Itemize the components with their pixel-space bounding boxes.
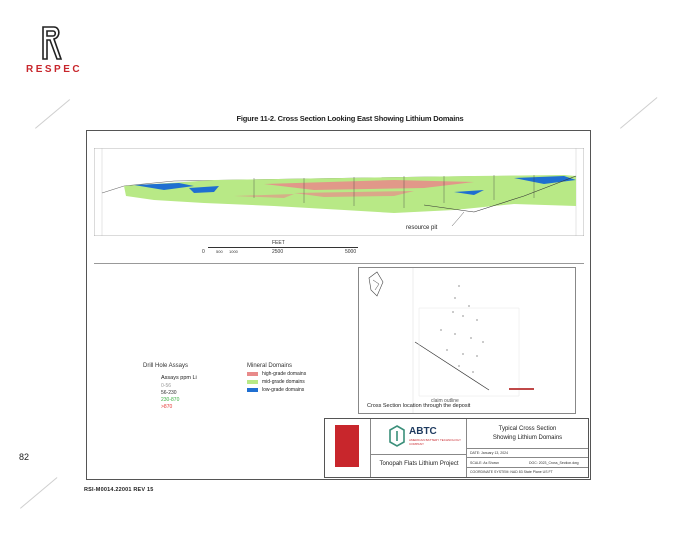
project-name: Tonopah Flats Lithium Project bbox=[379, 461, 459, 467]
drawing-doc: DOC: 2023_Cross_Section.dwg bbox=[529, 461, 579, 465]
figure-title: Figure 11-2. Cross Section Looking East Showing Lithium Domains bbox=[236, 114, 464, 123]
scale-tick-500: 500 bbox=[216, 249, 223, 254]
location-map-drawing bbox=[359, 268, 575, 413]
company-subtitle: AMERICAN BATTERY TECHNOLOGY COMPANY bbox=[409, 438, 461, 446]
domain-low-label: low-grade domains bbox=[262, 387, 305, 393]
coordinate-system: COORDINATE SYSTEM: NAD 83 State Plane US FT bbox=[470, 470, 553, 474]
respec-stamp-cell bbox=[325, 419, 371, 477]
assay-range-2: 230-870 bbox=[161, 397, 180, 403]
assay-range-3: >870 bbox=[161, 404, 173, 410]
coord-cell bbox=[467, 468, 588, 477]
abtc-logo-icon bbox=[389, 425, 405, 447]
pit-label: resource pit bbox=[406, 225, 438, 231]
company-cell bbox=[371, 419, 467, 455]
drawing-date: DATE: January 13, 2024 bbox=[470, 451, 509, 455]
company-name: ABTC bbox=[409, 426, 437, 437]
assay-range-0: 0-56 bbox=[161, 383, 172, 389]
swatch-mid bbox=[247, 380, 258, 384]
drawing-title-line1: Typical Cross Section bbox=[498, 426, 557, 432]
decorative-line bbox=[20, 477, 57, 509]
decorative-line bbox=[620, 97, 657, 129]
assay-legend bbox=[143, 363, 233, 413]
scale-doc-cell bbox=[467, 458, 588, 468]
domain-high-label: high-grade domains bbox=[262, 371, 307, 377]
date-cell bbox=[467, 449, 588, 458]
title-block bbox=[324, 418, 589, 478]
assay-legend-title: Drill Hole Assays bbox=[143, 363, 189, 369]
scale-title: FEET bbox=[272, 240, 285, 246]
domain-legend bbox=[247, 363, 347, 399]
domain-mid-label: mid-grade domains bbox=[262, 379, 305, 385]
claim-outline-label: claim outline bbox=[431, 398, 459, 404]
domain-legend-title: Mineral Domains bbox=[247, 363, 293, 369]
page-number: 82 bbox=[19, 452, 30, 462]
project-cell bbox=[371, 455, 467, 477]
swatch-low bbox=[247, 388, 258, 392]
drawing-title-cell bbox=[467, 419, 588, 449]
respec-stamp-icon bbox=[335, 425, 359, 467]
drawing-title-line2: Showing Lithium Domains bbox=[492, 435, 563, 441]
assay-legend-subtitle: Assays ppm Li bbox=[161, 375, 197, 381]
divider bbox=[94, 263, 584, 264]
scale-tick-1000: 1000 bbox=[229, 249, 238, 254]
scale-bar bbox=[200, 240, 380, 260]
document-id: RSI-M0014.22001 REV 15 bbox=[84, 487, 154, 493]
scale-tick-0: 0 bbox=[202, 249, 205, 255]
respec-logo-icon bbox=[40, 25, 64, 61]
scale-tick-5000: 5000 bbox=[345, 249, 357, 255]
drawing-scale: SCALE: As Shown bbox=[470, 461, 499, 465]
location-map bbox=[358, 267, 576, 414]
cross-section-view bbox=[94, 148, 584, 236]
assay-range-1: 56-230 bbox=[161, 390, 177, 396]
logo-text: RESPEC bbox=[26, 64, 83, 75]
swatch-high bbox=[247, 372, 258, 376]
location-map-caption: Cross Section location through the deposit bbox=[367, 403, 471, 409]
scale-tick-2500: 2500 bbox=[272, 249, 284, 255]
